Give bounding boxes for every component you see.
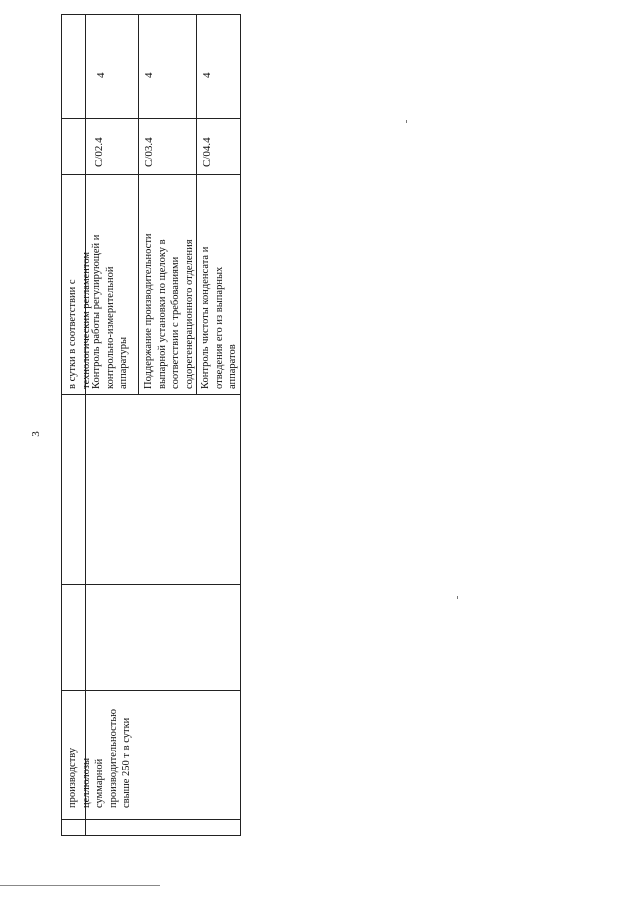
scan-speck (457, 596, 458, 599)
grid-line (196, 14, 197, 394)
text-line: Контроль работы регулирующей и (91, 234, 102, 389)
qualification-name (66, 709, 134, 808)
grid-line (61, 14, 62, 836)
function-text-row-4 (199, 247, 240, 389)
qualification-level-row-3: 4 (143, 72, 155, 78)
text-line: соответствии с требованиями (170, 256, 181, 389)
text-line: технологическим регламентом (80, 251, 92, 389)
function-text-row-1 (66, 252, 93, 389)
text-line: содорегенерационного отделения (183, 239, 195, 389)
grid-line (61, 14, 241, 15)
grid-line (61, 118, 241, 119)
grid-line (61, 584, 241, 585)
text-line: отведения его из выпарных (213, 266, 225, 389)
grid-line (61, 174, 241, 175)
text-line: свыше 250 т в сутки (121, 717, 132, 808)
qualification-level-row-4: 4 (201, 72, 213, 78)
text-line: производству (67, 747, 78, 808)
text-line: Контроль чистоты конденсата и (200, 246, 211, 389)
text-line: Поддержание производительности (143, 233, 154, 389)
text-line: аппаратов (227, 344, 238, 389)
function-code-row-3: C/03.4 (143, 137, 155, 167)
text-line: аппаратуры (118, 336, 129, 389)
grid-line (61, 819, 241, 820)
function-text-row-2 (90, 235, 131, 389)
grid-line (138, 14, 139, 394)
function-code-row-4: C/04.4 (201, 137, 213, 167)
text-line: в сутки в соответствии с (67, 279, 78, 389)
grid-line (61, 835, 241, 836)
function-text-row-3 (142, 233, 196, 389)
footer-rule (0, 885, 160, 886)
grid-line (240, 14, 241, 836)
page-number: 3 (30, 431, 42, 437)
text-line: контрольно-измерительной (104, 266, 116, 389)
text-line: целлюлозы (80, 757, 92, 808)
scan-speck (406, 120, 407, 123)
text-line: суммарной (94, 758, 105, 808)
function-code-row-2: C/02.4 (93, 137, 105, 167)
qualification-level-row-2: 4 (95, 72, 107, 78)
grid-line (61, 690, 241, 691)
text-line: производительностью (107, 709, 119, 808)
text-line: выпарной установки по щелоку в (156, 239, 168, 389)
grid-line (61, 394, 241, 395)
